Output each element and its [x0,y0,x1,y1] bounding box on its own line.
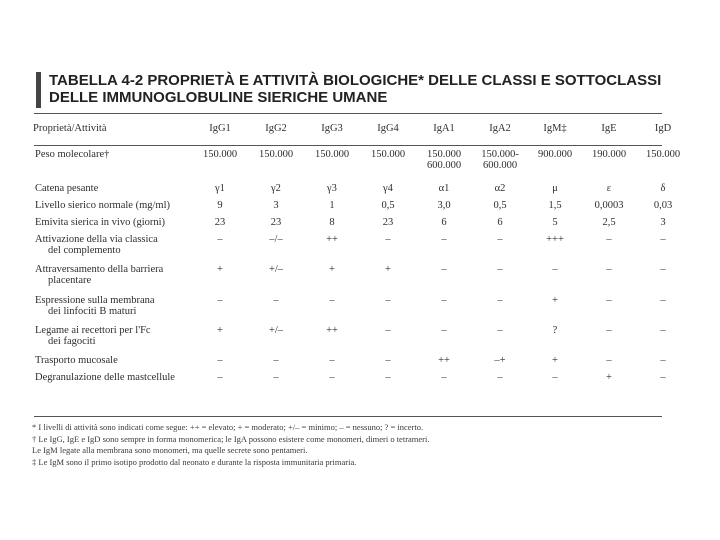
cell-value: 2,5 [602,217,616,228]
table-cell [248,372,304,389]
cell-value: – [497,372,503,383]
cell-value: – [660,355,666,366]
cell-value: – [552,264,558,275]
table-row [30,200,690,217]
cell-value: –+ [494,355,506,366]
table-row [30,372,690,389]
table-cell [582,372,636,389]
table-cell [192,325,248,355]
row-label [30,295,192,325]
cell-value: + [385,264,391,275]
table-cell [304,234,360,264]
cell-value: 3 [660,217,666,228]
cell-value: + [552,295,558,306]
row-label [30,355,192,372]
table-cell [360,149,416,183]
cell-value: – [385,325,391,336]
cell-value: – [273,295,279,306]
table-cell [636,183,690,200]
table-cell [304,217,360,234]
table-cell [416,372,472,389]
row-label [30,183,192,200]
cell-value: – [329,295,335,306]
cell-value: 23 [270,217,282,228]
cell-value: – [385,295,391,306]
row-label-line: Peso molecolare† [35,149,110,160]
table-row [30,355,690,372]
row-label-line: Livello sierico normale (mg/ml) [35,200,171,211]
table-cell [528,325,582,355]
table-cell [192,200,248,217]
cell-value: 6 [441,217,447,228]
cell-value: μ [552,183,558,194]
table-cell [472,295,528,325]
cell-value: + [217,325,223,336]
cell-value: 6 [497,217,503,228]
cell-value: – [329,355,335,366]
cell-value: – [606,234,612,245]
cell-value: 600.000 [482,160,518,171]
table-row [30,264,690,295]
cell-value: – [606,355,612,366]
cell-value: α2 [494,183,506,194]
table-cell [360,355,416,372]
table-cell [416,264,472,295]
cell-value: 150.000 [370,149,406,160]
cell-value: – [660,264,666,275]
table-cell [192,234,248,264]
cell-value: 9 [217,200,223,211]
cell-value: 150.000 [314,149,350,160]
cell-value: – [441,295,447,306]
cell-value: – [660,295,666,306]
table-title [36,72,661,108]
cell-value: 150.000 [258,149,294,160]
cell-value: – [217,295,223,306]
row-label [30,217,192,234]
header-row [30,118,690,149]
table-cell [472,200,528,217]
table-cell [304,355,360,372]
table-cell [360,372,416,389]
table-cell [304,183,360,200]
table-cell [360,234,416,264]
table-cell [582,264,636,295]
table-cell [582,295,636,325]
table-cell [528,264,582,295]
table-cell [416,234,472,264]
bottom-rule [34,416,662,417]
cell-value: – [497,234,503,245]
cell-value: – [441,325,447,336]
table-cell [528,372,582,389]
column-header-igg2: IgG2 [265,123,287,134]
table-cell [528,234,582,264]
cell-value: 150.000 [426,149,462,160]
table-cell [304,149,360,183]
immunoglobulin-table [30,118,690,389]
cell-value: 3 [273,200,279,211]
footnote-line: ‡ Le IgM sono il primo isotipo prodotto dal neonato e durante la risposta immunitaria primaria. [32,456,357,467]
cell-value: 190.000 [591,149,627,160]
table-cell [472,183,528,200]
row-label-line: Emivita sierica in vivo (giorni) [35,217,166,228]
table-cell [582,217,636,234]
table-cell [248,217,304,234]
row-label-subline: placentare [48,275,92,286]
table-cell [582,149,636,183]
cell-value: – [385,234,391,245]
table-cell [248,149,304,183]
cell-value: 1 [329,200,335,211]
table-cell [248,200,304,217]
cell-value: 0,5 [381,200,395,211]
column-header-ige: IgE [601,123,617,134]
table-cell [472,234,528,264]
cell-value: + [606,372,612,383]
table-cell [360,183,416,200]
table-cell [248,183,304,200]
cell-value: – [441,372,447,383]
cell-value: – [606,264,612,275]
cell-value: – [441,234,447,245]
table-cell [248,355,304,372]
cell-value: – [273,355,279,366]
cell-value: – [441,264,447,275]
row-label-line: Legame ai recettori per l'Fc [35,325,151,336]
cell-value: – [217,355,223,366]
table-cell [192,295,248,325]
table-cell [636,325,690,355]
cell-value: + [329,264,335,275]
table-cell [636,234,690,264]
cell-value: – [217,234,223,245]
table-cell [248,234,304,264]
cell-value: 3,0 [437,200,451,211]
column-header-iga2: IgA2 [489,123,511,134]
table-cell [636,217,690,234]
cell-value: – [497,325,503,336]
cell-value: 23 [214,217,226,228]
cell-value: – [329,372,335,383]
table-cell [360,200,416,217]
row-label [30,372,192,389]
row-label-line: Attivazione della via classica [35,234,158,245]
cell-value: +++ [546,234,564,245]
table-cell [528,355,582,372]
cell-value: 8 [329,217,335,228]
table-cell [528,217,582,234]
table-cell [416,217,472,234]
cell-value: α1 [438,183,450,194]
table-row [30,183,690,200]
cell-value: γ1 [215,183,225,194]
table-row [30,149,690,183]
table-cell [192,183,248,200]
cell-value: γ4 [383,183,393,194]
footnote-line: Le IgM legate alla membrana sono monomeri, ma quelle secrete sono pentameri. [32,445,308,455]
table-cell [416,200,472,217]
table-row [30,295,690,325]
table-cell [192,149,248,183]
table-cell [472,264,528,295]
cell-value: 0,03 [653,200,673,211]
cell-value: – [552,372,558,383]
row-label [30,149,192,183]
cell-value: – [660,325,666,336]
cell-value: – [385,372,391,383]
column-header-igg3: IgG3 [321,123,343,134]
column-header-igm: IgM‡ [543,123,567,134]
table-row [30,234,690,264]
row-label [30,325,192,355]
title-line-1: TABELLA 4-2 PROPRIETÀ E ATTIVITÀ BIOLOGICHE* DELLE CLASSI E SOTTOCLASSI [49,72,662,89]
row-label [30,264,192,295]
cell-value: + [217,264,223,275]
cell-value: 900.000 [537,149,573,160]
cell-value: – [385,355,391,366]
cell-value: ε [606,183,612,194]
table-row [30,325,690,355]
cell-value: 0,5 [493,200,507,211]
row-label-line: Catena pesante [35,183,99,194]
footnote-line: * I livelli di attività sono indicati come segue: ++ = elevato; + = moderato; +/– = minimo; – = nessuno; ? = incerto. [32,422,424,432]
column-header-property: Proprietà/Attività [33,123,107,134]
row-label-line: Espressione sulla membrana [35,295,155,306]
table-cell [304,264,360,295]
table-row [30,217,690,234]
cell-value: – [217,372,223,383]
table-cell [636,372,690,389]
top-rule [34,113,662,114]
table-cell [582,355,636,372]
table-cell [416,295,472,325]
table-cell [360,264,416,295]
table-cell [304,325,360,355]
table-cell [472,217,528,234]
cell-value: – [606,295,612,306]
table-cell [472,355,528,372]
cell-value: γ2 [271,183,281,194]
table-cell [636,149,690,183]
table-cell [304,372,360,389]
cell-value: – [273,372,279,383]
table-cell [472,149,528,183]
cell-value: 150.000 [645,149,681,160]
table-cell [416,149,472,183]
footnote-line: † Le IgG, IgE e IgD sono sempre in forma monomerica; le IgA possono esistere come monomeri, dimeri o tetrameri. [32,433,430,444]
table-cell [248,325,304,355]
cell-value: 23 [382,217,394,228]
row-label-subline: dei fagociti [48,336,96,347]
table-cell [582,200,636,217]
table-cell [636,264,690,295]
cell-value: ++ [326,325,338,336]
cell-value: – [606,325,612,336]
row-label-line: Attraversamento della barriera [35,264,164,275]
cell-value: – [660,372,666,383]
table-cell [360,325,416,355]
cell-value: δ [660,183,666,194]
cell-value: 0,0003 [594,200,624,211]
row-label-subline: del complemento [48,245,121,256]
column-header-igd: IgD [654,123,672,134]
table-body [30,149,690,389]
table-cell [416,355,472,372]
table-cell [528,149,582,183]
row-label-line: Trasporto mucosale [35,355,118,366]
cell-value: +/– [268,325,284,336]
table-cell [416,183,472,200]
column-header-igg1: IgG1 [209,123,231,134]
row-label-line: Degranulazione delle mastcellule [35,372,175,383]
column-header-iga1: IgA1 [433,123,455,134]
table-cell [304,200,360,217]
table-cell [528,200,582,217]
table-cell [192,264,248,295]
table-cell [248,264,304,295]
table-cell [636,295,690,325]
table-cell [472,325,528,355]
table-cell [472,372,528,389]
table-cell [304,295,360,325]
table-cell [192,217,248,234]
title-line-2: DELLE IMMUNOGLOBULINE SIERICHE UMANE [49,89,388,106]
cell-value: 1,5 [548,200,562,211]
table-cell [636,355,690,372]
table-cell [582,325,636,355]
table-cell [360,295,416,325]
cell-value: +/– [268,264,284,275]
cell-value: – [497,264,503,275]
row-label [30,200,192,217]
table-cell [582,234,636,264]
table-cell [582,183,636,200]
table-cell [192,372,248,389]
table-cell [192,355,248,372]
table-cell [636,200,690,217]
table-cell [528,295,582,325]
cell-value: ++ [326,234,338,245]
table-cell [248,295,304,325]
cell-value: 150.000 [202,149,238,160]
row-label-subline: dei linfociti B maturi [48,306,137,317]
column-header-igg4: IgG4 [377,123,399,134]
cell-value: 600.000 [426,160,462,171]
cell-value: ++ [438,355,450,366]
cell-value: – [497,295,503,306]
cell-value: 150.000- [481,149,519,160]
cell-value: – [660,234,666,245]
row-label [30,234,192,264]
table-cell [360,217,416,234]
table-cell [416,325,472,355]
cell-value: ? [552,325,558,336]
cell-value: γ3 [327,183,337,194]
cell-value: –/– [269,234,283,245]
cell-value: + [552,355,558,366]
table-cell [528,183,582,200]
cell-value: 5 [552,217,558,228]
footnotes [32,422,552,468]
